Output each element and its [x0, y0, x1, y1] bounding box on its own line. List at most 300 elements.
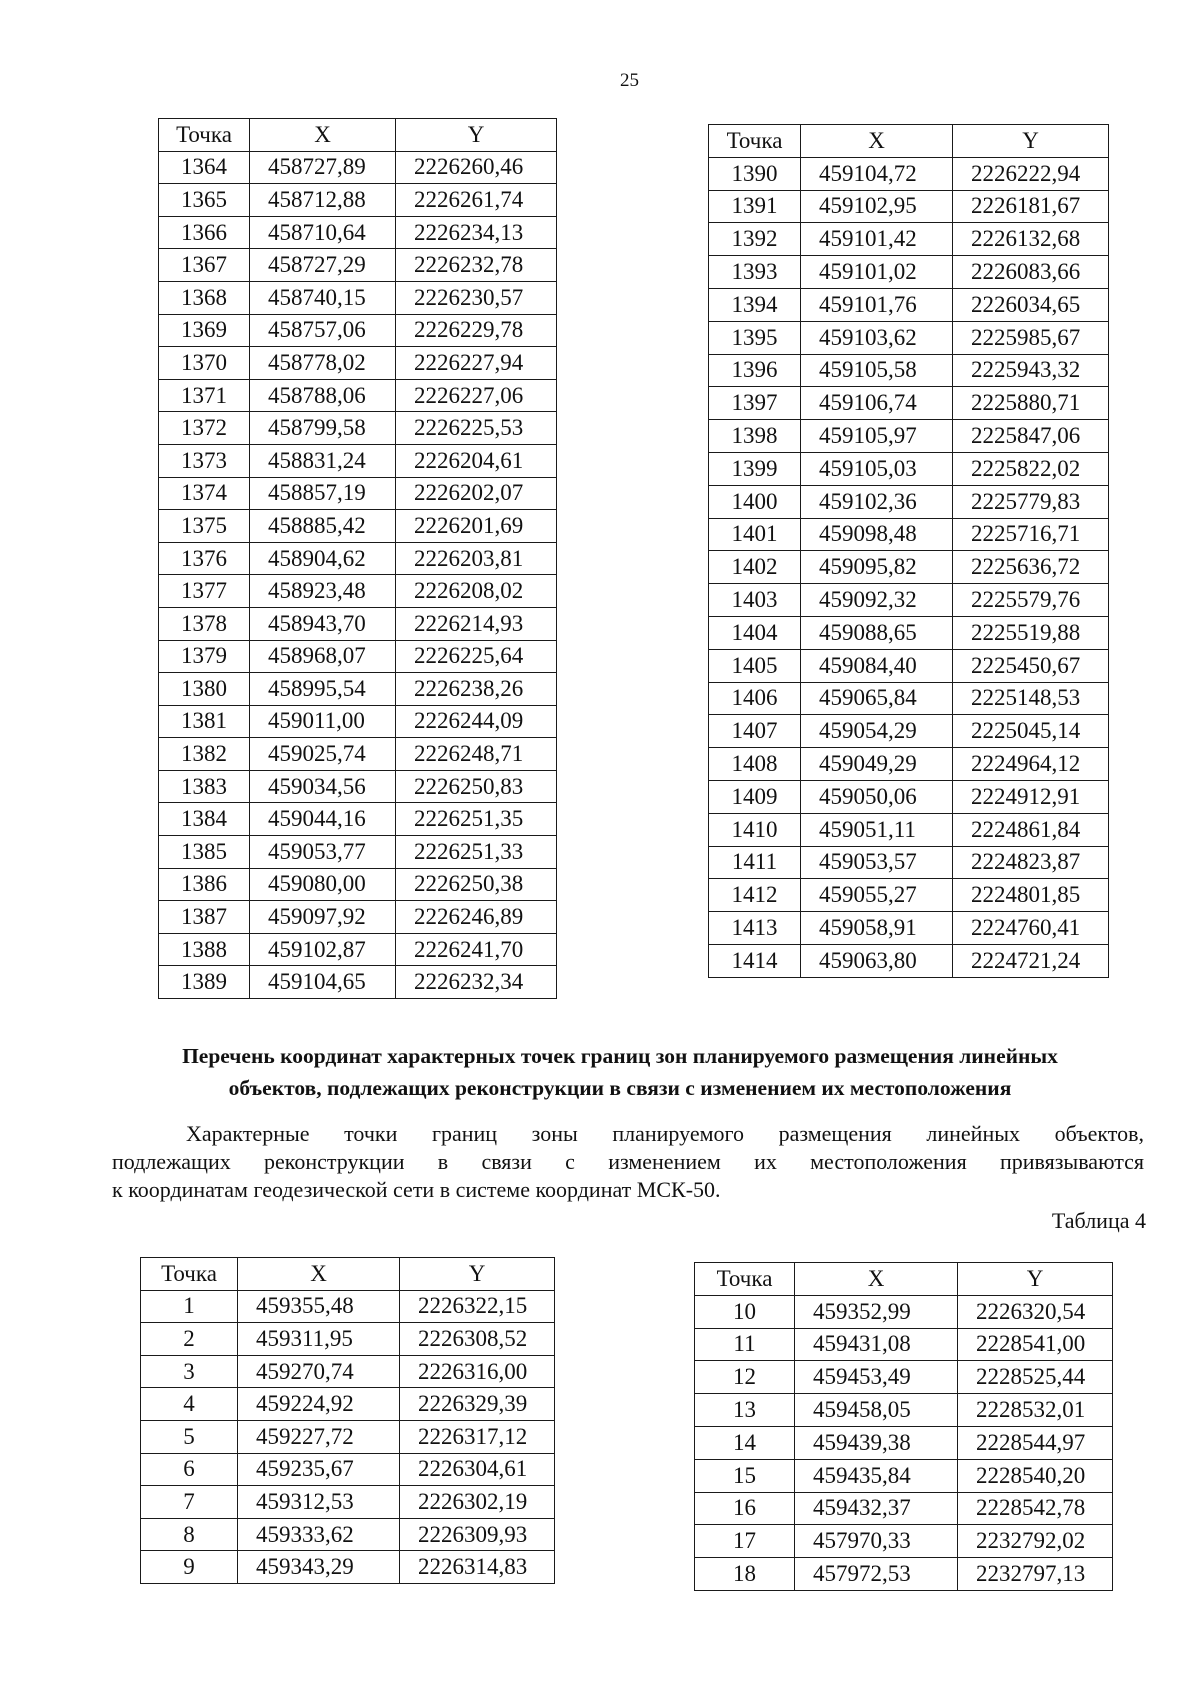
- y-coordinate-cell: 2226248,71: [396, 738, 557, 771]
- point-cell: 1402: [709, 551, 801, 584]
- point-cell: 5: [141, 1420, 238, 1453]
- table-row: [709, 944, 1109, 977]
- x-coordinate-cell: 459054,29: [801, 715, 953, 748]
- point-cell: 1392: [709, 223, 801, 256]
- y-coordinate-cell: 2224721,24: [953, 944, 1109, 977]
- x-coordinate-cell: 459095,82: [801, 551, 953, 584]
- y-coordinate-cell: 2226316,00: [400, 1355, 555, 1388]
- intro-paragraph: [112, 1120, 1144, 1204]
- y-coordinate-cell: 2226227,94: [396, 347, 557, 380]
- point-cell: 1410: [709, 813, 801, 846]
- x-coordinate-cell: 459051,11: [801, 813, 953, 846]
- y-coordinate-cell: 2225880,71: [953, 387, 1109, 420]
- column-header-y: Y: [396, 119, 557, 152]
- x-coordinate-cell: 459101,02: [801, 256, 953, 289]
- point-cell: 1397: [709, 387, 801, 420]
- point-cell: 4: [141, 1388, 238, 1421]
- table-row: [695, 1394, 1113, 1427]
- point-cell: 1367: [159, 249, 250, 282]
- table-row: [159, 933, 557, 966]
- table-row: [141, 1323, 555, 1356]
- y-coordinate-cell: 2226322,15: [400, 1290, 555, 1323]
- point-cell: 1: [141, 1290, 238, 1323]
- table-header-row: [141, 1258, 555, 1291]
- table-row: [709, 387, 1109, 420]
- x-coordinate-cell: 458727,29: [250, 249, 396, 282]
- table-row: [709, 616, 1109, 649]
- y-coordinate-cell: 2226225,64: [396, 640, 557, 673]
- table-row: [141, 1420, 555, 1453]
- x-coordinate-cell: 459055,27: [801, 879, 953, 912]
- x-coordinate-cell: 458727,89: [250, 151, 396, 184]
- point-cell: 7: [141, 1486, 238, 1519]
- point-cell: 9: [141, 1551, 238, 1584]
- column-header-x: X: [801, 125, 953, 158]
- x-coordinate-cell: 459080,00: [250, 868, 396, 901]
- point-cell: 1371: [159, 379, 250, 412]
- x-coordinate-cell: 459103,62: [801, 321, 953, 354]
- x-coordinate-cell: 459092,32: [801, 584, 953, 617]
- x-coordinate-cell: 459105,58: [801, 354, 953, 387]
- point-cell: 1401: [709, 518, 801, 551]
- point-cell: 1386: [159, 868, 250, 901]
- y-coordinate-cell: 2226181,67: [953, 190, 1109, 223]
- y-coordinate-cell: 2226034,65: [953, 288, 1109, 321]
- table-row: [141, 1290, 555, 1323]
- x-coordinate-cell: 458740,15: [250, 281, 396, 314]
- section-title: [100, 1040, 1140, 1104]
- table-row: [159, 803, 557, 836]
- table-row: [159, 673, 557, 706]
- y-coordinate-cell: 2226234,13: [396, 216, 557, 249]
- y-coordinate-cell: 2226229,78: [396, 314, 557, 347]
- y-coordinate-cell: 2225779,83: [953, 485, 1109, 518]
- point-cell: 1388: [159, 933, 250, 966]
- point-cell: 1385: [159, 836, 250, 869]
- table-row: [709, 288, 1109, 321]
- y-coordinate-cell: 2224760,41: [953, 912, 1109, 945]
- table-header-row: [695, 1263, 1113, 1296]
- point-cell: 1394: [709, 288, 801, 321]
- x-coordinate-cell: 459432,37: [795, 1492, 958, 1525]
- y-coordinate-cell: 2228540,20: [958, 1459, 1113, 1492]
- x-coordinate-cell: 459034,56: [250, 770, 396, 803]
- point-cell: 1379: [159, 640, 250, 673]
- table-row: [709, 157, 1109, 190]
- x-coordinate-cell: 459224,92: [238, 1388, 400, 1421]
- point-cell: 1382: [159, 738, 250, 771]
- y-coordinate-cell: 2226230,57: [396, 281, 557, 314]
- y-coordinate-cell: 2225943,32: [953, 354, 1109, 387]
- point-cell: 1380: [159, 673, 250, 706]
- table-row: [159, 770, 557, 803]
- table-row: [159, 151, 557, 184]
- table-row: [695, 1426, 1113, 1459]
- table-row: [695, 1558, 1113, 1591]
- table-row: [709, 912, 1109, 945]
- x-coordinate-cell: 459102,87: [250, 933, 396, 966]
- point-cell: 1393: [709, 256, 801, 289]
- table-row: [709, 551, 1109, 584]
- point-cell: 1398: [709, 420, 801, 453]
- y-coordinate-cell: 2224964,12: [953, 748, 1109, 781]
- x-coordinate-cell: 458904,62: [250, 542, 396, 575]
- table-row: [159, 966, 557, 999]
- y-coordinate-cell: 2226246,89: [396, 901, 557, 934]
- page-number: 25: [620, 70, 639, 91]
- table-row: [159, 738, 557, 771]
- x-coordinate-cell: 459088,65: [801, 616, 953, 649]
- y-coordinate-cell: 2226204,61: [396, 444, 557, 477]
- table-row: [159, 184, 557, 217]
- point-cell: 1378: [159, 607, 250, 640]
- y-coordinate-cell: 2226302,19: [400, 1486, 555, 1519]
- y-coordinate-cell: 2226250,38: [396, 868, 557, 901]
- table-row: [159, 607, 557, 640]
- y-coordinate-cell: 2226232,34: [396, 966, 557, 999]
- x-coordinate-cell: 459227,72: [238, 1420, 400, 1453]
- x-coordinate-cell: 459102,36: [801, 485, 953, 518]
- x-coordinate-cell: 458757,06: [250, 314, 396, 347]
- y-coordinate-cell: 2226203,81: [396, 542, 557, 575]
- x-coordinate-cell: 458885,42: [250, 510, 396, 543]
- y-coordinate-cell: 2224801,85: [953, 879, 1109, 912]
- point-cell: 10: [695, 1295, 795, 1328]
- table-row: [159, 868, 557, 901]
- table-row: [159, 347, 557, 380]
- point-cell: 1414: [709, 944, 801, 977]
- point-cell: 1391: [709, 190, 801, 223]
- point-cell: 13: [695, 1394, 795, 1427]
- point-cell: 1387: [159, 901, 250, 934]
- x-coordinate-cell: 459102,95: [801, 190, 953, 223]
- table-row: [695, 1328, 1113, 1361]
- table-row: [159, 510, 557, 543]
- x-coordinate-cell: 459105,97: [801, 420, 953, 453]
- y-coordinate-cell: 2225045,14: [953, 715, 1109, 748]
- y-coordinate-cell: 2226201,69: [396, 510, 557, 543]
- column-header-y: Y: [958, 1263, 1113, 1296]
- point-cell: 15: [695, 1459, 795, 1492]
- y-coordinate-cell: 2226308,52: [400, 1323, 555, 1356]
- table-row: [709, 649, 1109, 682]
- x-coordinate-cell: 459312,53: [238, 1486, 400, 1519]
- x-coordinate-cell: 457970,33: [795, 1525, 958, 1558]
- table-row: [159, 314, 557, 347]
- x-coordinate-cell: 459063,80: [801, 944, 953, 977]
- y-coordinate-cell: 2225847,06: [953, 420, 1109, 453]
- table-row: [709, 748, 1109, 781]
- y-coordinate-cell: 2226225,53: [396, 412, 557, 445]
- table-row: [709, 321, 1109, 354]
- table-row: [141, 1518, 555, 1551]
- point-cell: 1374: [159, 477, 250, 510]
- table-row: [695, 1492, 1113, 1525]
- table-row: [709, 682, 1109, 715]
- y-coordinate-cell: 2226227,06: [396, 379, 557, 412]
- y-coordinate-cell: 2226261,74: [396, 184, 557, 217]
- x-coordinate-cell: 459453,49: [795, 1361, 958, 1394]
- y-coordinate-cell: 2226208,02: [396, 575, 557, 608]
- x-coordinate-cell: 458831,24: [250, 444, 396, 477]
- x-coordinate-cell: 457972,53: [795, 1558, 958, 1591]
- x-coordinate-cell: 458788,06: [250, 379, 396, 412]
- point-cell: 1377: [159, 575, 250, 608]
- point-cell: 1366: [159, 216, 250, 249]
- table-header-row: [709, 125, 1109, 158]
- x-coordinate-cell: 459101,76: [801, 288, 953, 321]
- point-cell: 2: [141, 1323, 238, 1356]
- y-coordinate-cell: 2226320,54: [958, 1295, 1113, 1328]
- column-header-point: Точка: [159, 119, 250, 152]
- column-header-point: Точка: [141, 1258, 238, 1291]
- y-coordinate-cell: 2225716,71: [953, 518, 1109, 551]
- table-header-row: [159, 119, 557, 152]
- y-coordinate-cell: 2226314,83: [400, 1551, 555, 1584]
- point-cell: 1390: [709, 157, 801, 190]
- point-cell: 14: [695, 1426, 795, 1459]
- table-row: [709, 846, 1109, 879]
- point-cell: 1412: [709, 879, 801, 912]
- coordinates-table-lower-left: [140, 1257, 555, 1584]
- y-coordinate-cell: 2226329,39: [400, 1388, 555, 1421]
- point-cell: 1400: [709, 485, 801, 518]
- y-coordinate-cell: 2226244,09: [396, 705, 557, 738]
- point-cell: 12: [695, 1361, 795, 1394]
- y-coordinate-cell: 2228542,78: [958, 1492, 1113, 1525]
- table-row: [159, 477, 557, 510]
- point-cell: 1373: [159, 444, 250, 477]
- point-cell: 1384: [159, 803, 250, 836]
- table-row: [709, 813, 1109, 846]
- x-coordinate-cell: 458710,64: [250, 216, 396, 249]
- x-coordinate-cell: 458943,70: [250, 607, 396, 640]
- table-row: [709, 584, 1109, 617]
- point-cell: 3: [141, 1355, 238, 1388]
- x-coordinate-cell: 458995,54: [250, 673, 396, 706]
- x-coordinate-cell: 459049,29: [801, 748, 953, 781]
- table-row: [141, 1486, 555, 1519]
- point-cell: 1364: [159, 151, 250, 184]
- x-coordinate-cell: 459025,74: [250, 738, 396, 771]
- x-coordinate-cell: 459105,03: [801, 452, 953, 485]
- x-coordinate-cell: 459333,62: [238, 1518, 400, 1551]
- point-cell: 1411: [709, 846, 801, 879]
- x-coordinate-cell: 459104,72: [801, 157, 953, 190]
- table-row: [709, 485, 1109, 518]
- point-cell: 17: [695, 1525, 795, 1558]
- y-coordinate-cell: 2226241,70: [396, 933, 557, 966]
- x-coordinate-cell: 459355,48: [238, 1290, 400, 1323]
- column-header-y: Y: [400, 1258, 555, 1291]
- point-cell: 8: [141, 1518, 238, 1551]
- point-cell: 1408: [709, 748, 801, 781]
- table-row: [709, 223, 1109, 256]
- table-row: [159, 444, 557, 477]
- y-coordinate-cell: 2225636,72: [953, 551, 1109, 584]
- x-coordinate-cell: 458923,48: [250, 575, 396, 608]
- table-row: [159, 249, 557, 282]
- table-row: [159, 640, 557, 673]
- y-coordinate-cell: 2225579,76: [953, 584, 1109, 617]
- x-coordinate-cell: 459439,38: [795, 1426, 958, 1459]
- point-cell: 1395: [709, 321, 801, 354]
- y-coordinate-cell: 2226317,12: [400, 1420, 555, 1453]
- table-row: [709, 256, 1109, 289]
- point-cell: 1409: [709, 780, 801, 813]
- y-coordinate-cell: 2226309,93: [400, 1518, 555, 1551]
- y-coordinate-cell: 2226202,07: [396, 477, 557, 510]
- table-row: [695, 1295, 1113, 1328]
- coordinates-table-upper-right: [708, 124, 1109, 978]
- x-coordinate-cell: 459458,05: [795, 1394, 958, 1427]
- point-cell: 1399: [709, 452, 801, 485]
- table-row: [709, 420, 1109, 453]
- table-row: [709, 452, 1109, 485]
- point-cell: 1389: [159, 966, 250, 999]
- point-cell: 18: [695, 1558, 795, 1591]
- x-coordinate-cell: 458968,07: [250, 640, 396, 673]
- coordinates-table-lower-right: [694, 1262, 1113, 1591]
- table-row: [695, 1361, 1113, 1394]
- table-row: [159, 836, 557, 869]
- point-cell: 1404: [709, 616, 801, 649]
- y-coordinate-cell: 2224912,91: [953, 780, 1109, 813]
- y-coordinate-cell: 2225148,53: [953, 682, 1109, 715]
- table-row: [159, 412, 557, 445]
- x-coordinate-cell: 459098,48: [801, 518, 953, 551]
- x-coordinate-cell: 459311,95: [238, 1323, 400, 1356]
- table-row: [159, 575, 557, 608]
- point-cell: 1372: [159, 412, 250, 445]
- y-coordinate-cell: 2226251,35: [396, 803, 557, 836]
- x-coordinate-cell: 459044,16: [250, 803, 396, 836]
- point-cell: 6: [141, 1453, 238, 1486]
- column-header-point: Точка: [709, 125, 801, 158]
- table-row: [141, 1388, 555, 1421]
- x-coordinate-cell: 459065,84: [801, 682, 953, 715]
- point-cell: 1403: [709, 584, 801, 617]
- table-row: [159, 216, 557, 249]
- y-coordinate-cell: 2232797,13: [958, 1558, 1113, 1591]
- x-coordinate-cell: 459053,57: [801, 846, 953, 879]
- x-coordinate-cell: 459084,40: [801, 649, 953, 682]
- y-coordinate-cell: 2226251,33: [396, 836, 557, 869]
- table-row: [709, 354, 1109, 387]
- point-cell: 1368: [159, 281, 250, 314]
- point-cell: 1365: [159, 184, 250, 217]
- point-cell: 1369: [159, 314, 250, 347]
- table-row: [159, 705, 557, 738]
- x-coordinate-cell: 459050,06: [801, 780, 953, 813]
- point-cell: 1405: [709, 649, 801, 682]
- x-coordinate-cell: 459431,08: [795, 1328, 958, 1361]
- x-coordinate-cell: 459343,29: [238, 1551, 400, 1584]
- y-coordinate-cell: 2225822,02: [953, 452, 1109, 485]
- table-row: [159, 901, 557, 934]
- point-cell: 1383: [159, 770, 250, 803]
- point-cell: 1407: [709, 715, 801, 748]
- y-coordinate-cell: 2226214,93: [396, 607, 557, 640]
- table-row: [159, 542, 557, 575]
- table-row: [695, 1459, 1113, 1492]
- x-coordinate-cell: 459053,77: [250, 836, 396, 869]
- x-coordinate-cell: 459435,84: [795, 1459, 958, 1492]
- table-row: [695, 1525, 1113, 1558]
- y-coordinate-cell: 2225450,67: [953, 649, 1109, 682]
- x-coordinate-cell: 458778,02: [250, 347, 396, 380]
- intro-line: к координатам геодезической сети в системе координат МСК-50.: [112, 1177, 721, 1202]
- column-header-x: X: [795, 1263, 958, 1296]
- table-row: [709, 780, 1109, 813]
- y-coordinate-cell: 2232792,02: [958, 1525, 1113, 1558]
- point-cell: 1396: [709, 354, 801, 387]
- point-cell: 1381: [159, 705, 250, 738]
- y-coordinate-cell: 2225985,67: [953, 321, 1109, 354]
- y-coordinate-cell: 2228541,00: [958, 1328, 1113, 1361]
- table-row: [141, 1355, 555, 1388]
- y-coordinate-cell: 2228532,01: [958, 1394, 1113, 1427]
- x-coordinate-cell: 458712,88: [250, 184, 396, 217]
- x-coordinate-cell: 458857,19: [250, 477, 396, 510]
- y-coordinate-cell: 2226238,26: [396, 673, 557, 706]
- point-cell: 1376: [159, 542, 250, 575]
- y-coordinate-cell: 2226222,94: [953, 157, 1109, 190]
- column-header-point: Точка: [695, 1263, 795, 1296]
- x-coordinate-cell: 459058,91: [801, 912, 953, 945]
- section-title-line: Перечень координат характерных точек границ зон планируемого размещения линейных: [182, 1044, 1058, 1068]
- x-coordinate-cell: 459097,92: [250, 901, 396, 934]
- y-coordinate-cell: 2226304,61: [400, 1453, 555, 1486]
- y-coordinate-cell: 2226083,66: [953, 256, 1109, 289]
- y-coordinate-cell: 2226260,46: [396, 151, 557, 184]
- y-coordinate-cell: 2228525,44: [958, 1361, 1113, 1394]
- x-coordinate-cell: 458799,58: [250, 412, 396, 445]
- x-coordinate-cell: 459352,99: [795, 1295, 958, 1328]
- table-row: [709, 190, 1109, 223]
- table-row: [709, 715, 1109, 748]
- x-coordinate-cell: 459106,74: [801, 387, 953, 420]
- column-header-x: X: [250, 119, 396, 152]
- point-cell: 16: [695, 1492, 795, 1525]
- table-row: [141, 1453, 555, 1486]
- y-coordinate-cell: 2226232,78: [396, 249, 557, 282]
- table-row: [141, 1551, 555, 1584]
- y-coordinate-cell: 2226250,83: [396, 770, 557, 803]
- y-coordinate-cell: 2228544,97: [958, 1426, 1113, 1459]
- point-cell: 1370: [159, 347, 250, 380]
- point-cell: 1375: [159, 510, 250, 543]
- x-coordinate-cell: 459104,65: [250, 966, 396, 999]
- coordinates-table-upper-left: [158, 118, 557, 999]
- intro-line: Характерные точки границ зоны планируемого размещения линейных объектов,: [186, 1121, 1144, 1146]
- y-coordinate-cell: 2224823,87: [953, 846, 1109, 879]
- table-row: [709, 518, 1109, 551]
- section-title-line: объектов, подлежащих реконструкции в связи с изменением их местоположения: [228, 1076, 1012, 1100]
- y-coordinate-cell: 2226132,68: [953, 223, 1109, 256]
- point-cell: 1413: [709, 912, 801, 945]
- y-coordinate-cell: 2224861,84: [953, 813, 1109, 846]
- table-row: [159, 281, 557, 314]
- table-row: [709, 879, 1109, 912]
- table-caption: Таблица 4: [1051, 1208, 1146, 1233]
- x-coordinate-cell: 459235,67: [238, 1453, 400, 1486]
- column-header-y: Y: [953, 125, 1109, 158]
- x-coordinate-cell: 459011,00: [250, 705, 396, 738]
- column-header-x: X: [238, 1258, 400, 1291]
- table-row: [159, 379, 557, 412]
- x-coordinate-cell: 459101,42: [801, 223, 953, 256]
